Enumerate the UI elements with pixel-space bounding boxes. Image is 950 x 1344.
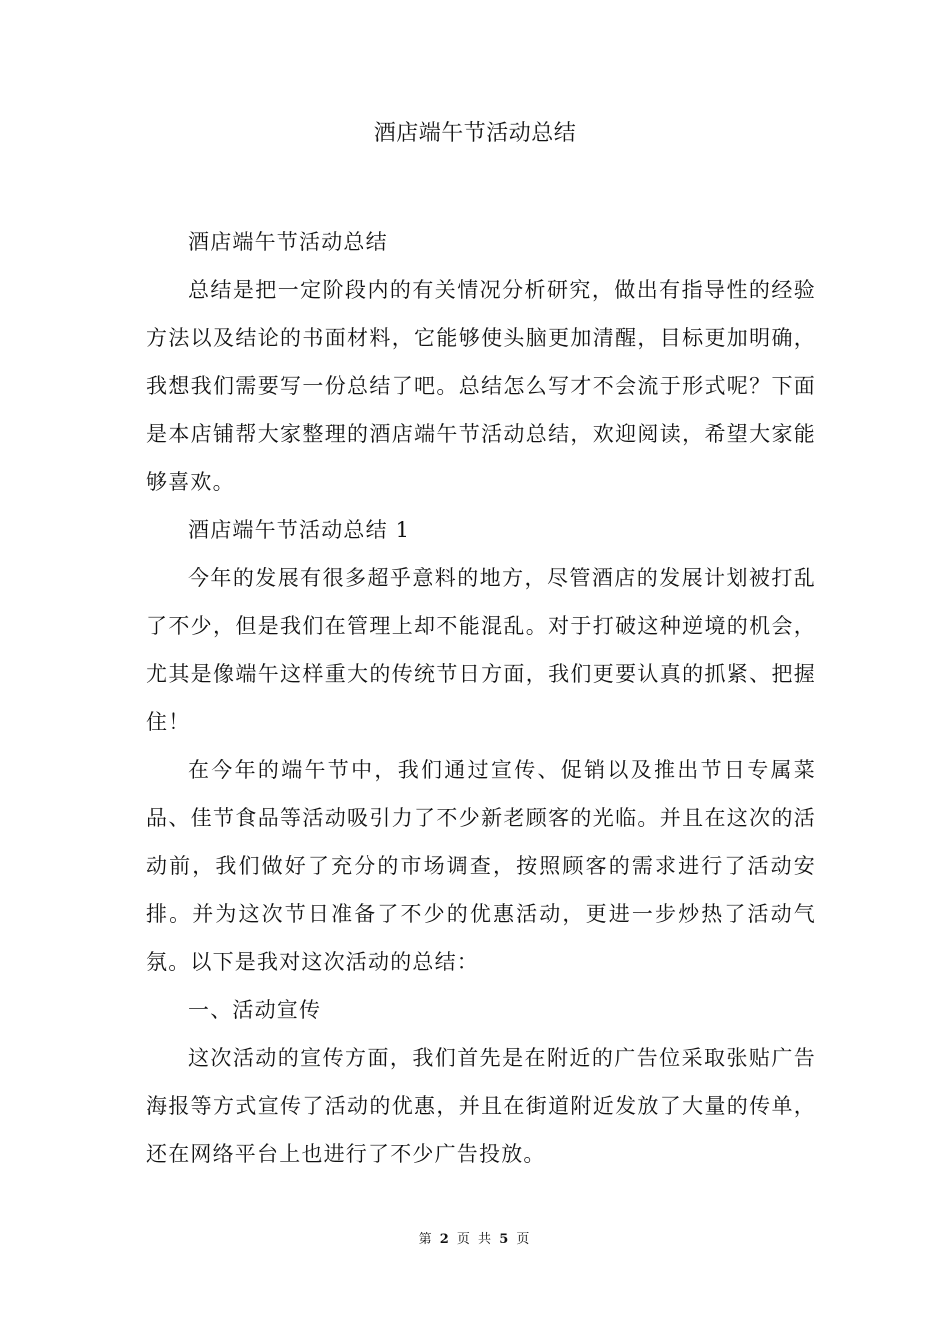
- paragraph-body: 今年的发展有很多超乎意料的地方，尽管酒店的发展计划被打乱了不少，但是我们在管理上却不能混乱。对于打破这种逆境的机会，尤其是像端午这样重大的传统节日方面，我们更要认真的抓紧、把握住！: [146, 566, 816, 734]
- subsection-heading: 一、活动宣传: [188, 998, 322, 1022]
- footer-middle: 页 共: [456, 1232, 494, 1247]
- page-footer: [0, 1230, 950, 1250]
- footer-prefix: 第: [418, 1232, 434, 1247]
- document-body: [146, 218, 816, 1178]
- footer-suffix: 页: [516, 1232, 532, 1247]
- document-title: 酒店端午节活动总结: [373, 121, 577, 146]
- footer-current-page: 2: [439, 1232, 451, 1247]
- paragraph-intro: 总结是把一定阶段内的有关情况分析研究，做出有指导性的经验方法以及结论的书面材料，它能够使头脑更加清醒，目标更加明确，我想我们需要写一份总结了吧。总结怎么写才不会流于形式呢？下面是本店铺帮大家整理的酒店端午节活动总结，欢迎阅读，希望大家能够喜欢。: [146, 278, 816, 494]
- section-heading-1: 酒店端午节活动总结 1: [188, 518, 411, 542]
- footer-total-pages: 5: [499, 1232, 511, 1247]
- paragraph-body: 这次活动的宣传方面，我们首先是在附近的广告位采取张贴广告海报等方式宣传了活动的优惠，并且在街道附近发放了大量的传单，还在网络平台上也进行了不少广告投放。: [146, 1046, 816, 1166]
- paragraph-body: 在今年的端午节中，我们通过宣传、促销以及推出节日专属菜品、佳节食品等活动吸引力了不少新老顾客的光临。并且在这次的活动前，我们做好了充分的市场调查，按照顾客的需求进行了活动安排。并为这次节日准备了不少的优惠活动，更进一步炒热了活动气氛。以下是我对这次活动的总结：: [146, 758, 816, 974]
- paragraph-heading: 酒店端午节活动总结: [188, 230, 388, 254]
